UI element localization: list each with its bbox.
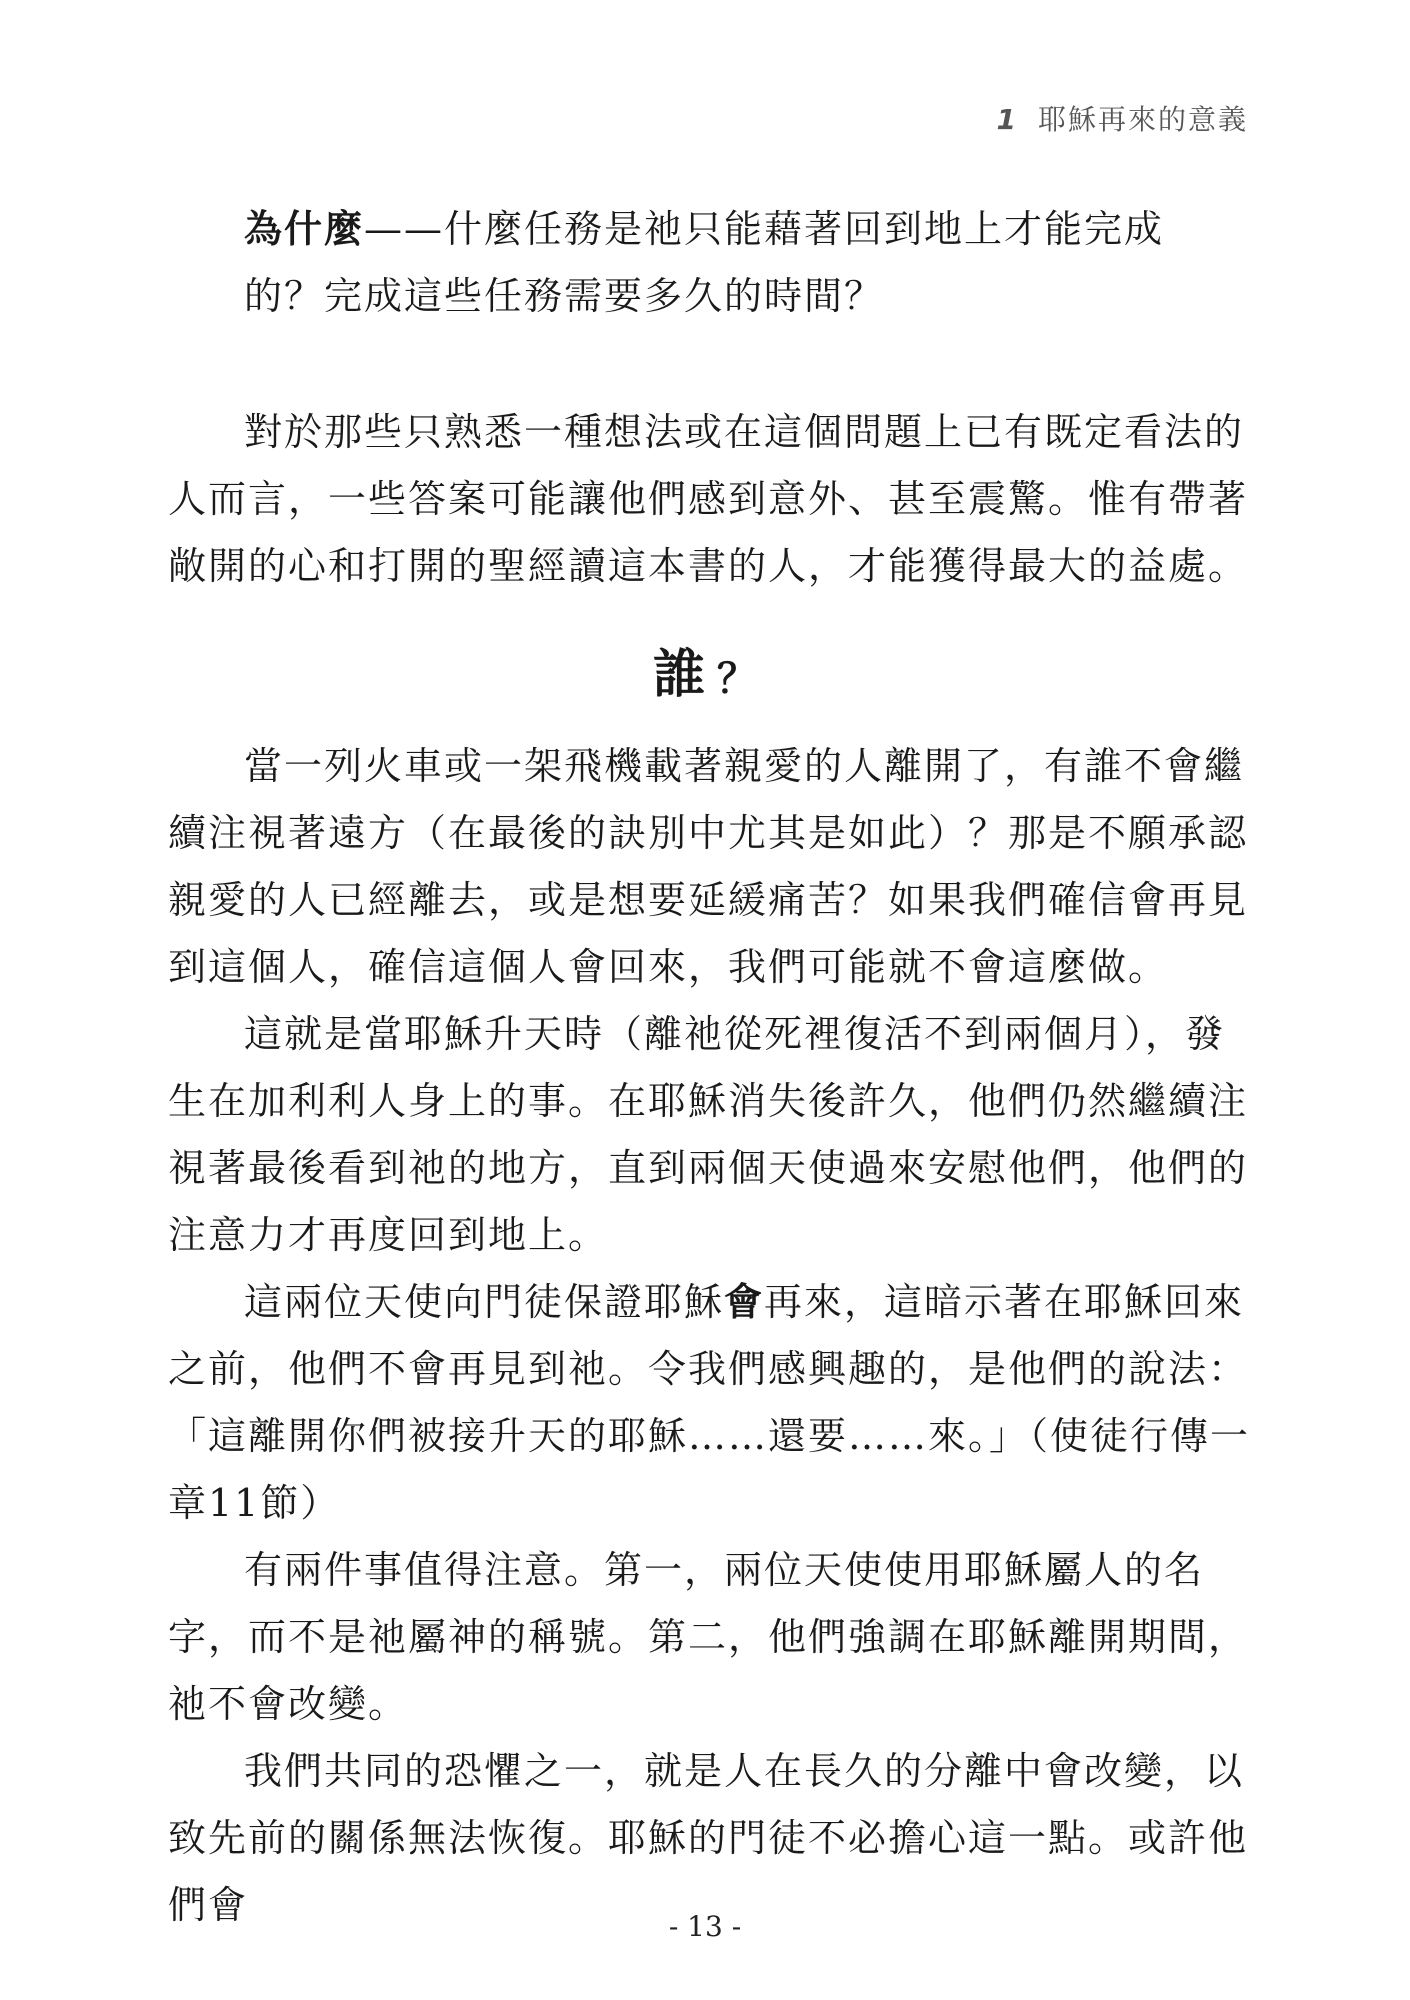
paragraph-6: 我們共同的恐懼之一，就是人在長久的分離中會改變，以致先前的關係無法恢復。耶穌的門徒不必擔心這一點。或許他們會 (168, 1749, 1249, 1927)
chapter-number: 1 (996, 103, 1018, 136)
running-head (997, 98, 1249, 138)
section-heading-main: 誰 (652, 645, 705, 705)
paragraph-3: 這就是當耶穌升天時（離祂從死裡復活不到兩個月），發生在加利利人身上的事。在耶穌消失後許久，他們仍然繼續注視著最後看到祂的地方，直到兩個天使過來安慰他們，他們的注意力才再度回到地上。 (168, 1012, 1249, 1257)
chapter-title: 耶穌再來的意義 (1037, 103, 1248, 136)
intro-line-1-text: 什麼任務是祂只能藉著回到地上才能完成 (444, 207, 1165, 251)
intro-line-2: 的？完成這些任務需要多久的時間？ (244, 274, 885, 318)
body-text (168, 733, 1253, 1939)
page-number: - 13 - (668, 1910, 742, 1943)
paragraph-4 (168, 1269, 1253, 1537)
intro-question (244, 196, 1244, 330)
section-heading (0, 632, 1410, 707)
paragraph-1: 對於那些只熟悉一種想法或在這個問題上已有既定看法的人而言，一些答案可能讓他們感到意外、甚至震驚。惟有帶著敞開的心和打開的聖經讀這本書的人，才能獲得最大的益處。 (168, 410, 1249, 588)
paragraph-4-start: 這兩位天使向門徒保證耶穌 (244, 1280, 725, 1324)
paragraph-5: 有兩件事值得注意。第一，兩位天使使用耶穌屬人的名字，而不是祂屬神的稱號。第二，他們強調在耶穌離開期間，祂不會改變。 (168, 1548, 1249, 1726)
intro-lead-bold: 為什麼 (244, 207, 365, 251)
paragraph-2: 當一列火車或一架飛機載著親愛的人離開了，有誰不會繼續注視著遠方（在最後的訣別中尤其是如此）？那是不願承認親愛的人已經離去，或是想要延緩痛苦？如果我們確信會再見到這個人，確信這個人會回來，我們可能就不會這麼做。 (168, 744, 1249, 989)
intro-dash: —— (364, 207, 445, 251)
paragraph-4-rest: 再來，這暗示著在耶穌回來之前，他們不會再見到祂。令我們感興趣的，是他們的說法：「這離開你們被接升天的耶穌……還要……來。」（使徒行傳一章11節） (168, 1280, 1251, 1525)
intro-line-1 (244, 196, 1244, 263)
section-heading-punct: ？ (717, 655, 757, 702)
paragraph-4-emphasis: 會 (724, 1280, 765, 1324)
